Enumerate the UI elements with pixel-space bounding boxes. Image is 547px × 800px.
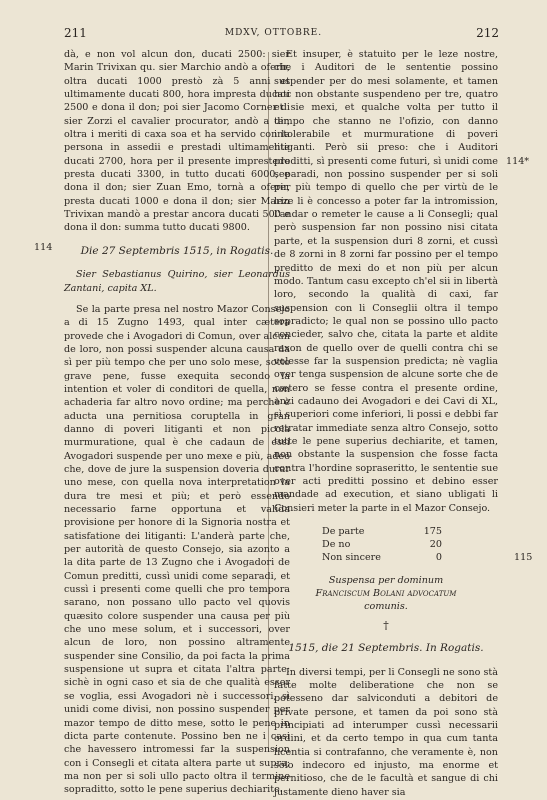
paragraph-insuper: Et insuper, è statuito per le leze nostre, che i Auditori de le sententie possino suspender per do mesi solamente, et tamen hoc non obstante suspendeno per tre, quatro et sie mexi, et qualche volta per tutto il tempo che stanno ne l'ofizio, con danno intolerabile et murmuratione di poveri litiganti. Però sii preso: che i Auditori preditti, sì presenti come futuri, sì unidi come separadi, non possino suspender per si soli per più tempo di quello che per virtù de le leze li è concesso a poter far la intromission, l'andar o remeter le cause a li Consegli; qual però suspension far non possino nisi citata parte, et la suspension duri 8 zorni, et cussì de 8 zorni in 8 zorni far possino per el tempo preditto de mexi do et non più per alcun modo. Tantum casu excepto ch'el sii in libertà loro, secondo la qualità di caxi, far suspension con li Conseglii oltra il tempo sopradicto; le qual non se possino ullo pacto concieder, salvo che, citata la parte et aldite raxon de quello over de quelli contra chi se volesse far la suspension predicta; nè vaglia over tenga suspension de alcune sorte che de cætero se fesse contra el presente ordine, anzi cadauno dei Avogadori e dei Cavi di XL, sì superiori come inferiori, li possi e debbi far retratar immediate senza altro Consejo, sotto tutte le pene superius dechiarite, et tamen, non obstante la suspension che fosse facta contra l'hordine sopraseritto, le sententie sue over acti preditti possino et debino esser mandade ad execution, et siano ubligati li Consieri meter la parte in el Mazor Consejo. (274, 49, 498, 514)
paragraph-continuation: dà, e non vol alcun don, ducati 2500: sier Marin Trivixan qu. sier Marchio andò a oferir, oltra ducati 1000 prestò zà 5 anni et ultimamente ducati 800, hora impresta ducati 2500 e dona il don; poi sier Jacomo Corner di sier Zorzi el cavalier procurator, andò a dir, oltra i meriti di caxa soa et ha servido con la persona in assedii e prestadi ultimamente ducati 2700, hora per il presente imprestedo presta ducati 3300, in tutto ducati 6000, e dona il don; sier Zuan Emo, tornà a oferir, presta ducati 1000 e dona il don; sier Marin Trivixan mandò a prestar ancora ducati 500 e dona il don: summa tutto ducati 9800. (64, 49, 290, 234)
cross-mark: † (383, 619, 389, 633)
vote-row: Non sincere 0 (322, 552, 442, 564)
paragraph-body: Se la parte presa nel nostro Mazor Consejo a di 15 Zugno 1493, qual inter cætera provede che i Avogadori di Comun, over alcun de loro, non possi suspender alcuna causa da sì per più tempo che per uno solo mese, sotto grave pene, fusse exequita secondo la intention et voler di conditori de quella, non achaderia far altro novo ordine; ma perchè è aducta una pernitiosa coruptella in gran danno di poveri litiganti et non picola murmuratione, qual è che cadaun de essi Avogadori suspende per uno mexe e più, adeo che, dove de jure la suspension doveria durar uno mese, con quella nova interpretation la dura tre mesi et più; et però essendo necessario farne opportuna et valida provisione per honore di la Signoria nostra et satisfatione dei litiganti: L'anderà parte che, per autorità de questo Consejo, sia azonto a la dita parte de 13 Zugno che i Avogadori de Comun preditti, cussì unidi come separadi, et cussì i presenti come quelli che pro tempora sarano, non possano ullo pacto vel quovis quæsito colore suspender una causa per più che uno mese solum, et i successori, over alcun de loro, non possino altramente suspender sine Consilio, da poi facta la prima suspensione ut supra et citata l'altra parte; sichè in ogni caso et sia de che qualità esser se voglia, essi Avogadori nè i successori, sì unidi come divisi, non possino suspender per mazor tempo de ditto mese, sotto le pene in dicta parte contenute. Possino ben ne i casi che havessero intromessi far la suspension con i Consegli et citata altera parte ut supra; ma non per si soli ullo pacto oltra il termine sopraditto, sotto le pene superius dechiarite. (64, 303, 290, 796)
page-number-right: 212 (476, 26, 499, 40)
left-column (64, 48, 290, 797)
paragraph-salviconduti: In diversi tempi, per li Consegli ne sono stà fatte molte deliberatione che non se potesseno dar salviconduti a debitori de private persone, et tamen da poi sono stà principiati ad interumper cussì necessarii ordini, et da certo tempo in qua cum tanta licentia si contrafanno, che veramente è, non solo indecoro ed injusto, ma enorme et pernitioso, che de le facultà et sangue di chi justamente dieno haver sia (274, 666, 498, 798)
vote-row: De no 20 (322, 539, 442, 551)
section-authors: Sier Sebastianus Quirino, sier Leonardus Zantani, capita XL. (64, 269, 290, 294)
margin-number-right-2: 115 (514, 552, 533, 563)
right-column (274, 48, 498, 799)
section-heading-2: 1515, die 21 Septembris. In Rogatis. (288, 642, 484, 655)
vote-row: De parte 175 (322, 526, 442, 538)
vote-tally (322, 525, 498, 564)
margin-number-right: 114* (506, 156, 530, 167)
suspension-note: Suspensa per dominum Franciscum Bolani advocatum comunis. (315, 575, 457, 613)
section-heading: Die 27 Septembris 1515, in Rogatis. (80, 244, 274, 257)
margin-number-left: 114 (34, 242, 53, 253)
page-number-left: 211 (64, 26, 87, 40)
running-header: MDXV, OTTOBRE. (224, 28, 323, 38)
